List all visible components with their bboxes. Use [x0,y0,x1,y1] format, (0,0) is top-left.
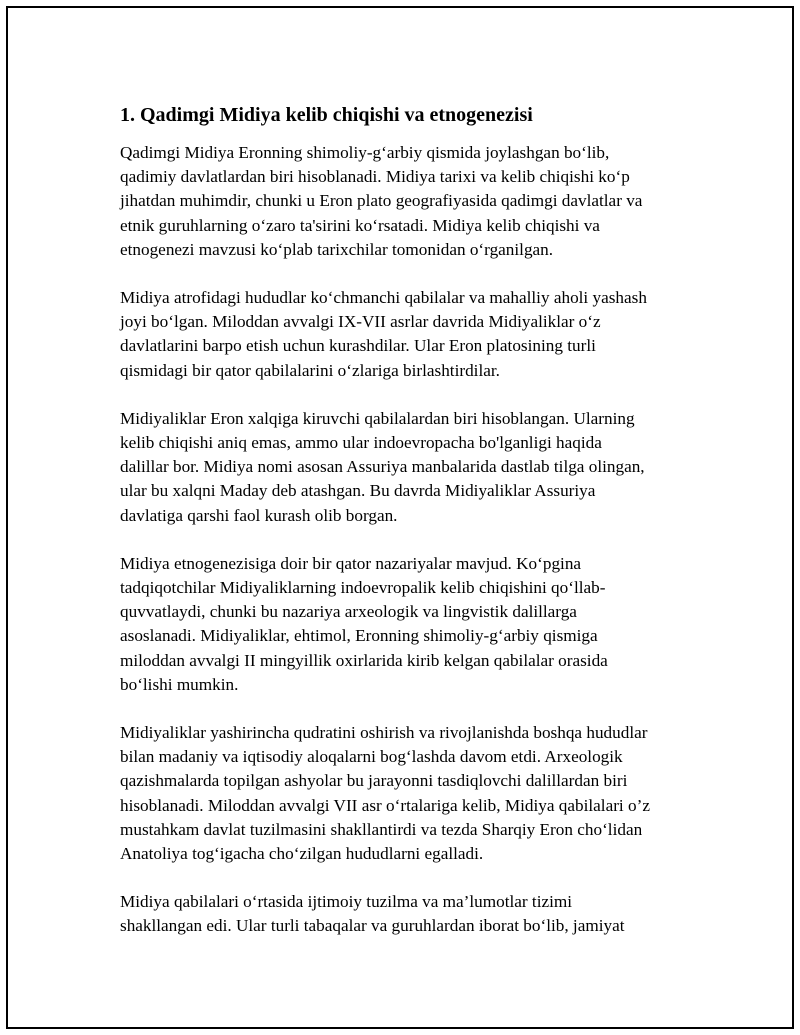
paragraph-5 [120,721,698,866]
text-line: bilan madaniy va iqtisodiy aloqalarni bog‘lashda davom etdi. Arxeologik [120,747,623,767]
paragraph-2 [120,286,698,383]
text-line: davlatiga qarshi faol kurash olib borgan. [120,505,398,525]
text-line: tadqiqotchilar Midiyaliklarning indoevropalik kelib chiqishini qo‘llab- [120,578,606,598]
text-line: kelib chiqishi aniq emas, ammo ular indoevropacha bo'lganligi haqida [120,433,602,453]
text-line: shakllangan edi. Ular turli tabaqalar va guruhlardan iborat bo‘lib, jamiyat [120,916,625,936]
text-line: mustahkam davlat tuzilmasini shakllantirdi va tezda Sharqiy Eron cho‘lidan [120,819,643,839]
text-line: asoslanadi. Midiyaliklar, ehtimol, Eronning shimoliy-g‘arbiy qismiga [120,626,598,646]
text-line: jihatdan muhimdir, chunki u Eron plato geografiyasida qadimgi davlatlar va [120,191,643,211]
text-line: hisoblanadi. Miloddan avvalgi VII asr o‘rtalariga kelib, Midiya qabilalari o’z [120,795,650,815]
text-line: joyi bo‘lgan. Miloddan avvalgi IX-VII asrlar davrida Midiyaliklar o‘z [120,312,601,332]
text-line: Midiyaliklar Eron xalqiga kiruvchi qabilalardan biri hisoblangan. Ularning [120,408,635,428]
paragraph-3 [120,407,698,528]
text-line: etnogenezi mavzusi ko‘plab tarixchilar tomonidan o‘rganilgan. [120,239,554,259]
text-line: qadimiy davlatlardan biri hisoblanadi. Midiya tarixi va kelib chiqishi ko‘p [120,167,630,187]
text-line: Midiya qabilalari o‘rtasida ijtimoiy tuzilma va ma’lumotlar tizimi [120,892,573,912]
text-line: ular bu xalqni Maday deb atashgan. Bu davrda Midiyaliklar Assuriya [120,481,596,501]
paragraph-1 [120,141,698,262]
text-line: Midiyaliklar yashirincha qudratini oshirish va rivojlanishda boshqa hududlar [120,723,648,743]
text-line: Qadimgi Midiya Eronning shimoliy-g‘arbiy qismida joylashgan bo‘lib, [120,143,610,162]
document-body [120,102,698,963]
text-line: dalillar bor. Midiya nomi asosan Assuriya manbalarida dastlab tilga olingan, [120,457,645,477]
text-line: Midiya atrofidagi hududlar ko‘chmanchi qabilalar va mahalliy aholi yashash [120,288,647,308]
text-line: miloddan avvalgi II mingyillik oxirlarida kirib kelgan qabilalar orasida [120,650,608,670]
text-line: Anatoliya tog‘igacha cho‘zilgan hududlarni egalladi. [120,844,484,864]
text-line: Midiya etnogenezisiga doir bir qator nazariyalar mavjud. Ko‘pgina [120,553,582,573]
paragraph-6 [120,890,698,938]
page-frame [6,6,794,1029]
text-line: davlatlarini barpo etish uchun kurashdilar. Ular Eron platosining turli [120,336,596,356]
section-heading: 1. Qadimgi Midiya kelib chiqishi va etnogenezisi [120,104,533,126]
paragraph-4 [120,552,698,697]
text-line: etnik guruhlarning o‘zaro ta'sirini ko‘rsatadi. Midiya kelib chiqishi va [120,215,600,235]
text-line: qazishmalarda topilgan ashyolar bu jarayonni tasdiqlovchi dalillardan biri [120,771,628,791]
text-line: bo‘lishi mumkin. [120,674,239,694]
text-line: qismidagi bir qator qabilalarini o‘zlariga birlashtirdilar. [120,360,500,380]
text-line: quvvatlaydi, chunki bu nazariya arxeologik va lingvistik dalillarga [120,602,577,622]
